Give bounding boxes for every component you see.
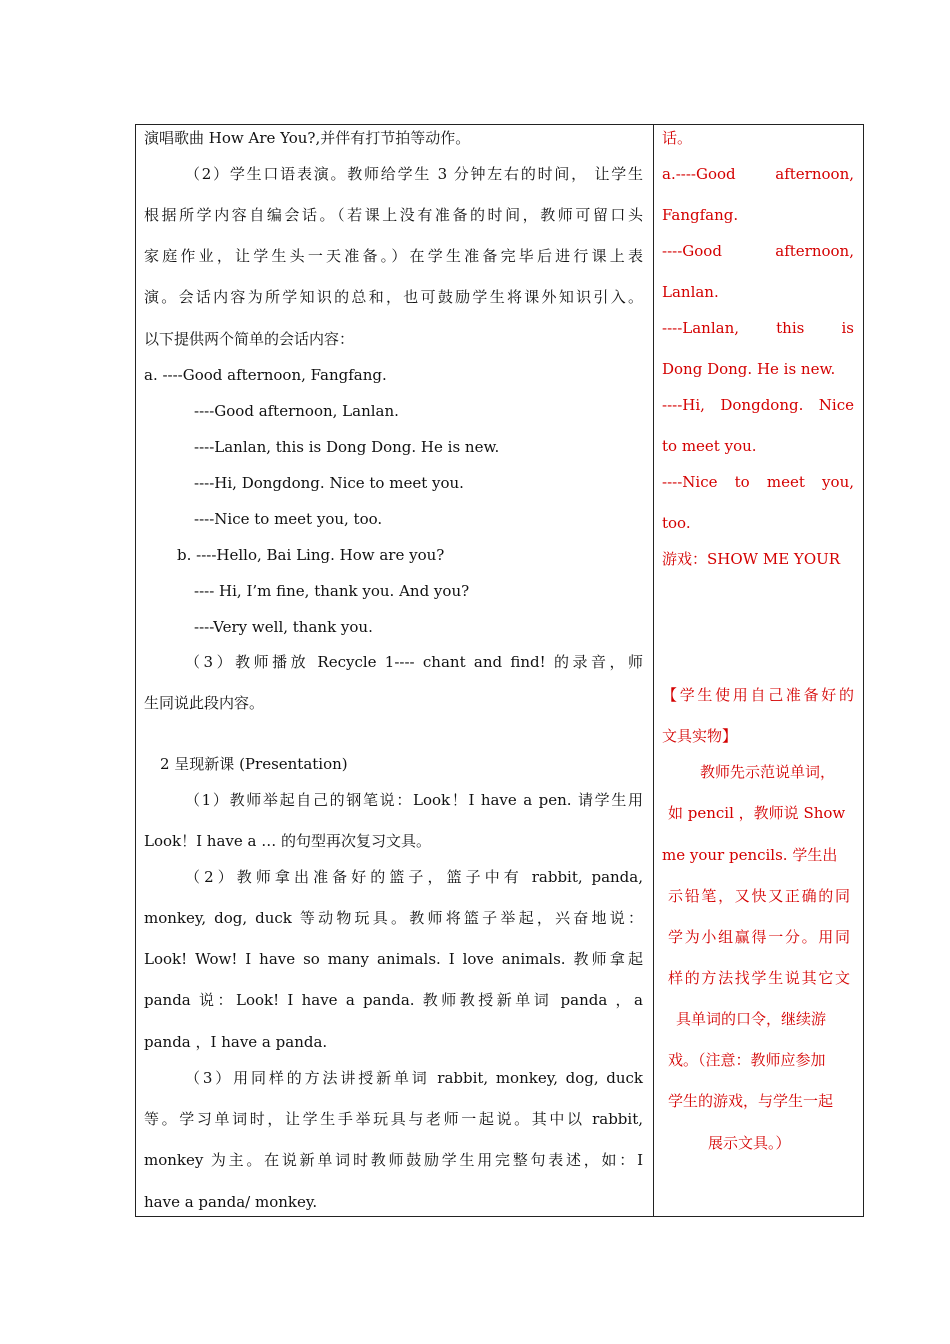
note-line: 学生的游戏，与学生一起 <box>668 1092 834 1110</box>
note-line: ----Good afternoon, <box>662 242 854 260</box>
note-line: 学为小组赢得一分。用同 <box>668 928 850 946</box>
note-line: 展示文具。） <box>708 1134 791 1152</box>
note-line: 话。 <box>662 129 693 147</box>
note-line: 戏。（注意：教师应参加 <box>668 1051 826 1069</box>
note-line: ----Hi, Dongdong. Nice <box>662 396 854 414</box>
game-title: 游戏：SHOW ME YOUR <box>662 550 841 568</box>
note-line: 具单词的口令，继续游 <box>676 1010 827 1028</box>
text-line: 以下提供两个简单的会话内容： <box>144 330 355 348</box>
note-line: ----Nice to meet you, <box>662 473 854 491</box>
section-heading: 2 呈现新课 (Presentation) <box>160 755 348 773</box>
text-line: （3）教师播放 Recycle 1---- chant and find! 的录音，师 <box>185 653 643 671</box>
text-line: panda 说：Look! I have a panda. 教师教授新单词 panda ，a <box>144 991 643 1009</box>
note-line: too. <box>662 514 691 532</box>
note-line: 如 pencil ，教师说 Show <box>668 804 846 822</box>
note-line: 教师先示范说单词， <box>700 763 836 781</box>
text-line: 演。会话内容为所学知识的总和，也可鼓励学生将课外知识引入。 <box>144 288 643 306</box>
column-divider <box>653 125 654 1216</box>
note-line: 文具实物】 <box>662 727 738 745</box>
text-line: （1）教师举起自己的钢笔说：Look！I have a pen. 请学生用 <box>185 791 643 809</box>
note-line: Dong Dong. He is new. <box>662 360 836 378</box>
text-line: have a panda/ monkey. <box>144 1193 318 1211</box>
text-line: 生同说此段内容。 <box>144 694 265 712</box>
text-line: 等。学习单词时，让学生手举玩具与老师一起说。其中以 rabbit, <box>144 1110 643 1128</box>
dialogue-line: a. ----Good afternoon, Fangfang. <box>144 366 387 384</box>
text-line: 家庭作业，让学生头一天准备。）在学生准备完毕后进行课上表 <box>144 247 643 265</box>
dialogue-line: b. ----Hello, Bai Ling. How are you? <box>177 546 445 564</box>
text-line: panda ，I have a panda. <box>144 1033 328 1051</box>
text-line: monkey 为主。在说新单词时教师鼓励学生用完整句表述，如：I <box>144 1151 643 1169</box>
text-line: （2）教师拿出准备好的篮子，篮子中有 rabbit, panda, <box>185 868 643 886</box>
text-line: Look！I have a … 的句型再次复习文具。 <box>144 832 432 850</box>
dialogue-line: ---- Hi, I’m fine, thank you. And you? <box>194 582 470 600</box>
note-line: ----Lanlan, this is <box>662 319 854 337</box>
dialogue-line: ----Very well, thank you. <box>194 618 373 636</box>
note-line: 样的方法找学生说其它文 <box>668 969 850 987</box>
text-line: monkey, dog, duck 等动物玩具。教师将篮子举起，兴奋地说： <box>144 909 643 927</box>
note-line: a.----Good afternoon, <box>662 165 854 183</box>
dialogue-line: ----Nice to meet you, too. <box>194 510 383 528</box>
note-line: 示铅笔，又快又正确的同 <box>668 887 850 905</box>
dialogue-line: ----Good afternoon, Lanlan. <box>194 402 399 420</box>
dialogue-line: ----Lanlan, this is Dong Dong. He is new. <box>194 438 500 456</box>
note-line: Fangfang. <box>662 206 739 224</box>
text-line: （2）学生口语表演。教师给学生 3 分钟左右的时间， 让学生 <box>185 165 643 183</box>
text-line: Look! Wow! I have so many animals. I love animals. 教师拿起 <box>144 950 643 968</box>
note-line: Lanlan. <box>662 283 719 301</box>
note-line: me your pencils. 学生出 <box>662 846 838 864</box>
text-line: （3）用同样的方法讲授新单词 rabbit, monkey, dog, duck <box>185 1069 643 1087</box>
dialogue-line: ----Hi, Dongdong. Nice to meet you. <box>194 474 464 492</box>
note-line: 【学生使用自己准备好的 <box>662 686 854 704</box>
text-line: 根据所学内容自编会话。（若课上没有准备的时间，教师可留口头 <box>144 206 643 224</box>
note-line: to meet you. <box>662 437 757 455</box>
text-line: 演唱歌曲 How Are You?,并伴有打节拍等动作。 <box>144 129 471 147</box>
